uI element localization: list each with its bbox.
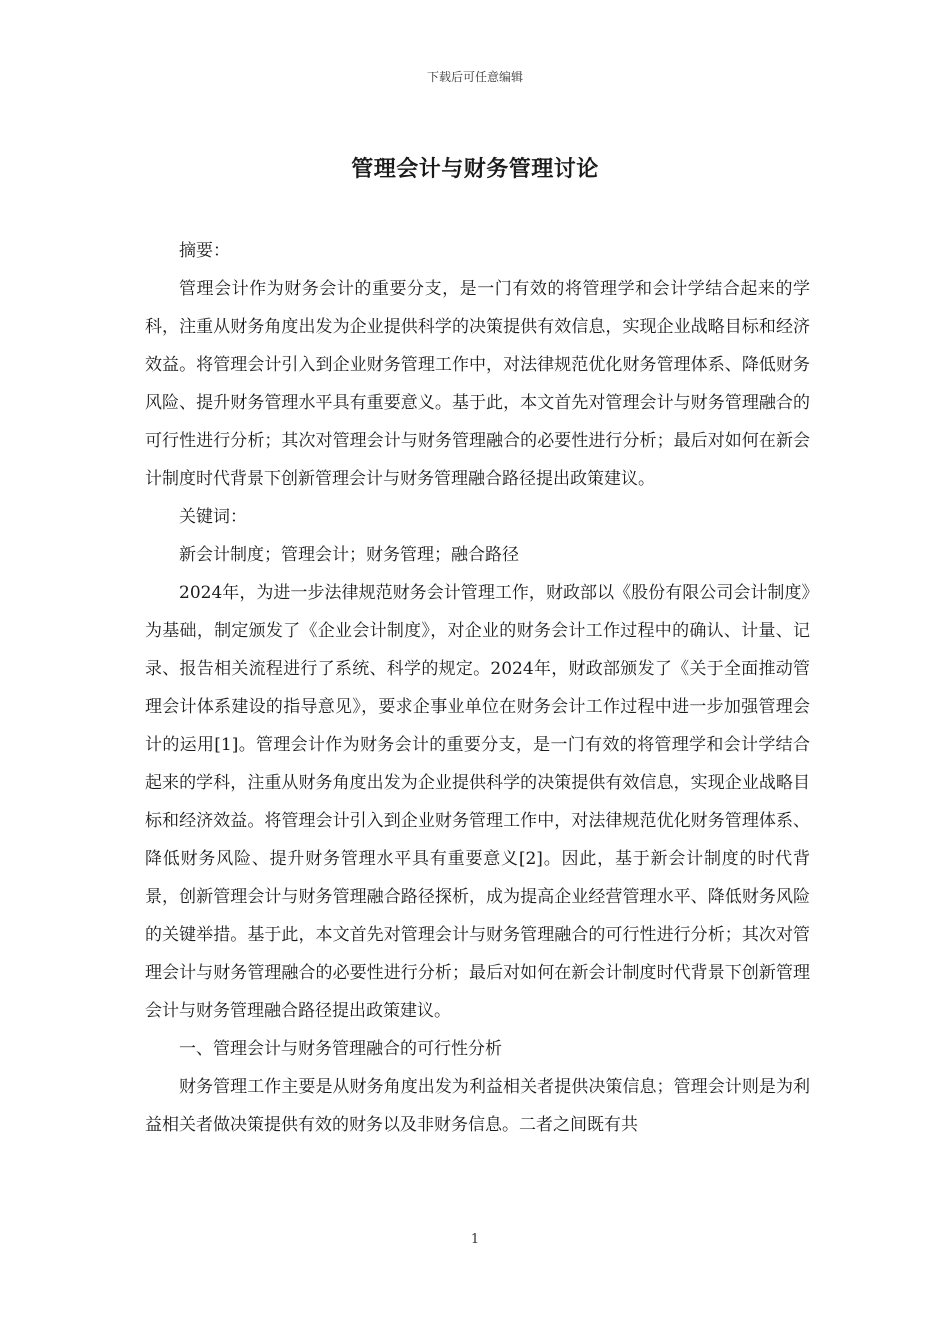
keywords-heading: 关键词： [179,507,247,527]
keywords-text: 新会计制度；管理会计；财务管理；融合路径 [179,545,519,565]
abstract-heading: 摘要： [179,241,230,261]
intro-paragraph: 2024年，为进一步法律规范财务会计管理工作，财政部以《股份有限公司会计制度》为基础，制定颁发了《企业会计制度》，对企业的财务会计工作过程中的确认、计量、记录、报告相关流程进行了系统、科学的规定。2024年，财政部颁发了《关于全面推动管理会计体系建设的指导意见》，要求企事业单位在财务会计工作过程中进一步加强管理会计的运用[1]。管理会计作为财务会计的重要分支，是一门有效的将管理学和会计学结合起来的学科，注重从财务角度出发为企业提供科学的决策提供有效信息，实现企业战略目标和经济效益。将管理会计引入到企业财务管理工作中，对法律规范优化财务管理体系、降低财务风险、提升财务管理水平具有重要意义[2]。因此，基于新会计制度的时代背景，创新管理会计与财务管理融合路径探析，成为提高企业经营管理水平、降低财务风险的关键举措。基于此，本文首先对管理会计与财务管理融合的可行性进行分析；其次对管理会计与财务管理融合的必要性进行分析；最后对如何在新会计制度时代背景下创新管理会计与财务管理融合路径提出政策建议。 [145,583,810,1021]
header-note: 下载后可任意编辑 [426,70,523,84]
abstract-text: 管理会计作为财务会计的重要分支，是一门有效的将管理学和会计学结合起来的学科，注重从财务角度出发为企业提供科学的决策提供有效信息，实现企业战略目标和经济效益。将管理会计引入到企业财务管理工作中，对法律规范优化财务管理体系、降低财务风险、提升财务管理水平具有重要意义。基于此，本文首先对管理会计与财务管理融合的可行性进行分析；其次对管理会计与财务管理融合的必要性进行分析；最后对如何在新会计制度时代背景下创新管理会计与财务管理融合路径提出政策建议。 [145,279,810,489]
document-body [145,232,810,1144]
page-number: 1 [470,1232,480,1247]
document-title: 管理会计与财务管理讨论 [351,156,599,182]
section-paragraph: 财务管理工作主要是从财务角度出发为利益相关者提供决策信息；管理会计则是为利益相关者做决策提供有效的财务以及非财务信息。二者之间既有共 [145,1077,810,1135]
section-heading: 一、管理会计与财务管理融合的可行性分析 [179,1039,502,1059]
